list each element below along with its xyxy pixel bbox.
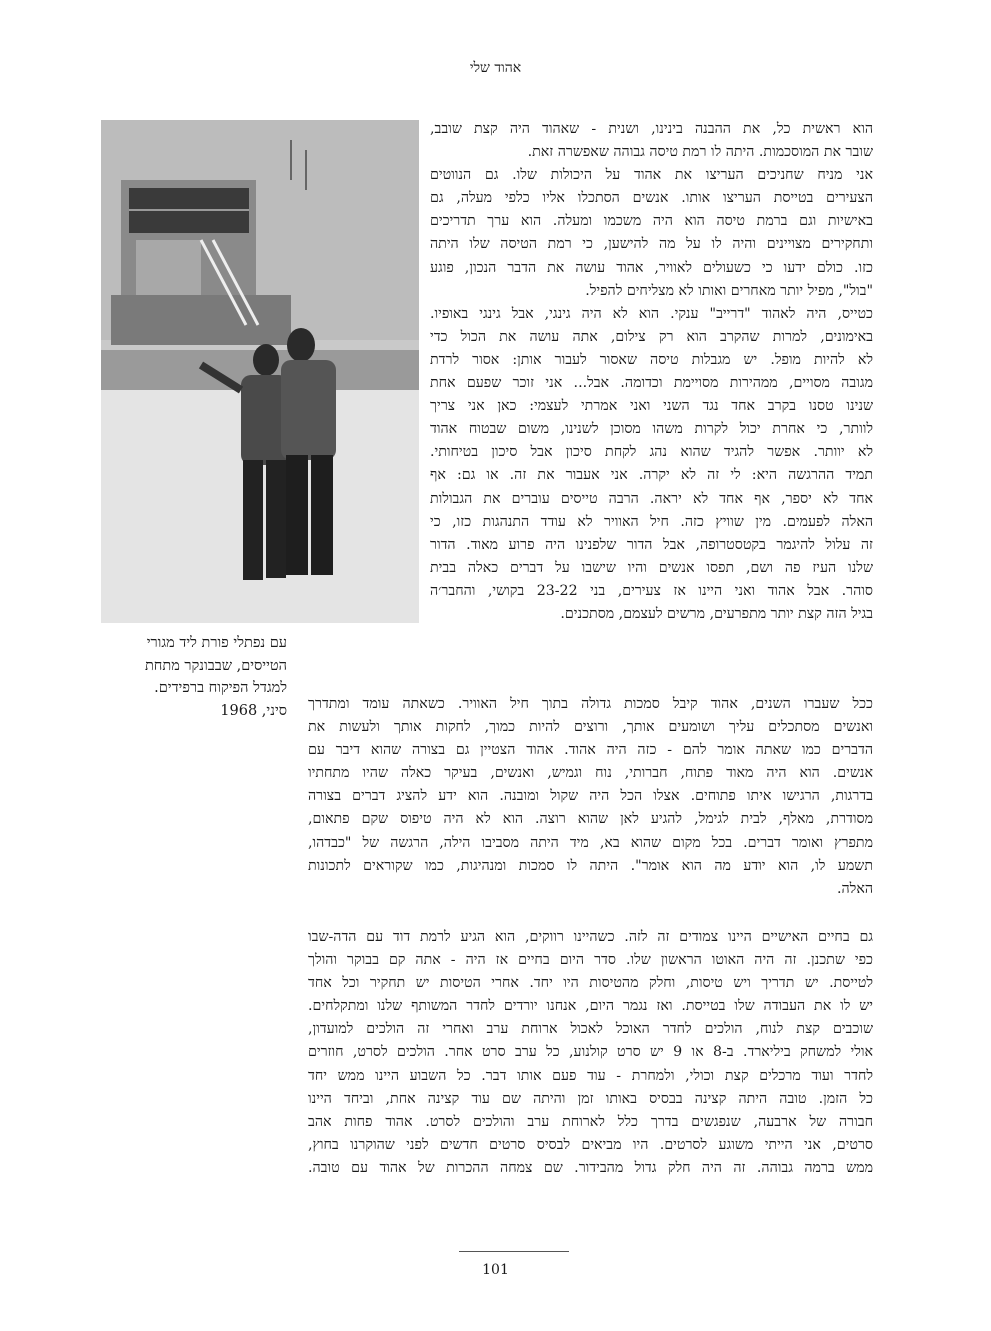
text-line: "בול", מפיל יותר מאחרים ואותו לא מצליחים להפיל. [585,282,873,299]
text-line: אולי למשחק ביליארד. ב-8 או 9 יש סרט קולנוע, כל ערב סרט אחר. הולכים לסרט, חוזרים [308,1044,873,1061]
text-line: אני מניח שחניכים העריצו את אהוד על היכולות שלו. גם הנווטים [430,167,873,184]
text-line: שובר את המוסכמות. היתה לו רמת טיסה גבוהה שאפשרה זאת. [527,144,873,161]
text-line: לטייסת. יש תדריך ויש טיסות, וחלק מהטיסות היו יחד. אחרי הטיסות יש תחקיר וכל אחד [308,975,873,992]
text-line: האלה לפעמים. מין שוויץ כזה. חיל האוויר לא עודד התנהגות כזו, כי [430,513,873,530]
body-text-full-width-1 [308,693,873,901]
caption-line: למגדל הפיקוח ברפידים. [154,680,287,696]
text-line: כזו. כולם ידעו כי כשעולים לאוויר, אהוד עושה את הדבר הנכון, פוגע [430,259,873,276]
text-line: כפי שתכנן. זה היה האוטו הראשון שלו. סדר היום בחיים אז היה - אתה קם בבוקר והולך [308,952,873,969]
text-line: תמיד ההרגשה היא: לי זה לא יקרה. אני אעבור את זה. או גם: אף [430,467,873,484]
text-line: באישיות וגם ברמת טיסה הוא היה משכמו ומעלה. הוא ערך תדריכים [430,213,873,230]
text-line: מתפרץ ואומר דברים. בכל מקום שהוא בא, מיד היתה מסביבו הילה, הרגשה של "כבדהו, [308,834,873,851]
text-line: ככל שעברו השנים, אהוד קיבל סמכות גדולה בתוך חיל האוויר. כשאתה עומד ומתדרך [308,696,873,712]
text-line: ותחקירים מצויינים והיה לו על מה להישען, כי רמת הטיסה שלו היתה [430,236,873,253]
photo-caption [101,632,287,722]
text-line: כל הזמן. טובה היתה קצינה בבסיס באותו זמן והיתה שם עוד קצינה אחת, וביחד היינו [308,1090,873,1107]
text-line: לא להיות מופל. יש מגבלות טיסה שאסור לעבור אותן: אסור לרדת [430,351,873,368]
page-number-rule [459,1251,569,1252]
caption-line: עם נפתלי פורת ליד מגורי [146,635,287,651]
running-head: אהוד שלי [469,60,522,76]
text-line: לחדר ועוד מרכלים קצת וכולי, ולמחרת - עוד פעם אותו דבר. כל השבוע היינו ממש יחד [308,1067,873,1084]
text-line: לוותר, כי אחרת יכול לקרות משהו מסוכן לשנינו, משום שבטוח אהוד [430,421,873,438]
text-line: ממש ברמה גבוהה. זה היה חלק גדול מהבידור. שם צמחה ההכרות של אהוד עם טובה. [308,1159,873,1176]
text-line: סרטים, אני הייתי משוגע לסרטים. היו מביאים לבסיס סרטים חדשים לפני שהוקרנו בחוץ, [308,1136,873,1153]
text-line: ואנשים מסתכלים עליך ושומעים אותך, ורוצים להיות כמוך, לחקות אותך ולעשות את [308,719,873,736]
text-line: מסודרת, מאלף, לבית לגימל, להגיע לאן שהוא רוצה. הוא לא היה טיפוס שקם פתאום, [308,811,873,828]
text-line: יש לו את העבודה שלו בטייסת. ואז נגמר היום, אנחנו יורדים לחדר המשותף שלנו ומתקלחים. [308,998,873,1015]
body-text-right-column [430,118,873,626]
text-line: שלנו העיז פה ושם, תפסו אנשים והיו שישבו על דברים כאלה בבית [430,559,873,576]
text-line: הוא ראשית כל, את ההבנה בינינו, ושנית - שאהוד היה קצת שובב, [430,121,873,137]
text-line: שנינו טסנו בקרב אחד נגד השני ואני אמרתי לעצמי: כאן אני צריך [430,398,873,415]
page-number: 101 [482,1262,509,1278]
text-line: סוהר. אבל אהוד ואני היינו אז צעירים, בני 23-22 בקושי, והחבר׳ה [430,582,873,599]
text-line: מגובה מסויים, ממהירות מסויימת וכדומה. אבל... אני זוכר שפעם אחת [430,375,873,392]
text-line: כטייס, היה לאהוד "דרייב" ענקי. הוא לא היה גינגי, אבל גינגי באופיו. [430,305,873,322]
text-line: הדברים כמו שאתה אומר להם - כזה היה אהוד. אהוד הצטיין גם בצורה שהוא דיבר עם [308,742,873,759]
text-line: אנשים. הוא היה מאוד פתוח, חברותי, נוח וגמיש, ואנשים, בעיקר כאלה שהיו מתחתיו [308,765,873,782]
text-line: בדרגות, הרגישו איתו פתוחים. אצלו הכל היה שקול ומובנה. הוא ידע להציג דברים בצורה [308,788,873,805]
text-line: באימונים, למרות שהקרב הוא רק צילום, אתה עושה את הכול כדי [430,328,873,345]
text-line: חבורה של ארבעה, שנפגשים בדרך כלל לארוחת ערב והולכים לסרט. אהוד פחות אהב [308,1113,873,1130]
text-line: שוכבים קצת לנוח, הולכים לחדר האוכל לאכול ארוחת ערב ואחרי זה הולכים למועדון, [308,1021,873,1038]
text-line: זה עלול להיגמר בקטסטרופה, אבל הדור שלפנינו היה פרוע מאוד. הדור [430,536,873,553]
body-text-full-width-2 [308,926,873,1180]
text-line: הצעירים בטייסת העריצו אותו. אנשים הסתכלו אליו כלפי מעלה, גם [430,190,873,207]
text-line: בגיל הזה קצת יותר מתפרעים, מרשים לעצמם, מסתכנים. [560,605,873,622]
text-line: האלה. [837,880,873,897]
caption-line: סיני, 1968 [220,702,287,719]
text-line: אחד לא יספר, אף אחד לא יראה. הרבה טייסים עוברים את הגבולות [430,490,873,507]
text-line: לא יוותר. אפשר להגיד שהוא נהג לקחת סיכון אבל סיכון בטיחותי. [430,444,873,461]
text-line: תשמע לו, הוא יודע מה הוא אומר". היתה לו סמכות ומנהיגות, כמו שקוראים לתכונות [308,857,873,874]
caption-line: הטייסים, שבבונקר מתחת [144,657,287,674]
text-line: גם בחיים האישיים היינו צמודים זה לזה. כשהיינו רווקים, הוא הגיע לרמת דוד עם הדה-שבו [308,929,873,945]
photo-two-pilots-control-tower [101,120,419,623]
